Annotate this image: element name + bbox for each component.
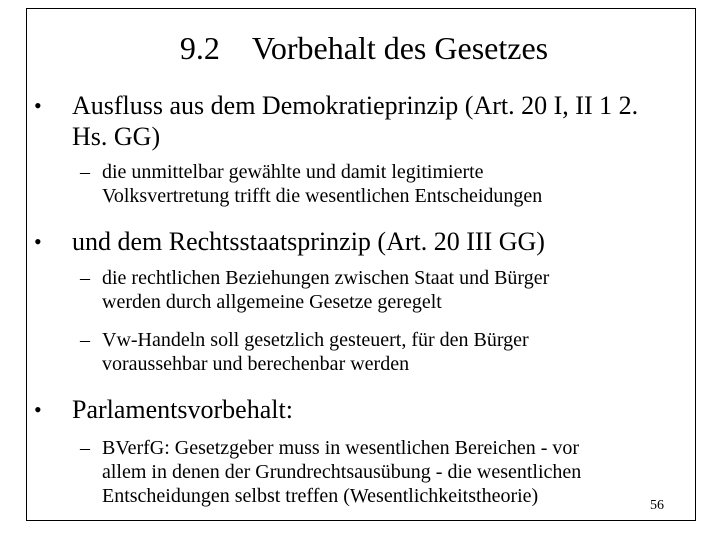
- bullet-marker: •: [34, 93, 42, 118]
- sub-line: allem in denen der Grundrechtsausübung - die wesentlichen: [102, 461, 582, 483]
- bullet-line: und dem Rechtsstaatsprinzip (Art. 20 III GG): [72, 227, 545, 256]
- bullet-line: Parlamentsvorbehalt:: [72, 395, 293, 424]
- bullet-line: Ausfluss aus dem Demokratieprinzip (Art. 20 I, II 1 2.: [72, 91, 639, 120]
- sub-text: [102, 266, 692, 314]
- slide-title: 9.2 Vorbehalt des Gesetzes: [179, 30, 549, 66]
- sub-line: Entscheidungen selbst treffen (Wesentlichkeitstheorie): [102, 485, 539, 507]
- bullet-marker: •: [34, 397, 42, 422]
- sub-line: voraussehbar und berechenbar werden: [102, 353, 410, 375]
- bullet-marker: •: [34, 229, 42, 254]
- dash-marker: –: [80, 437, 90, 459]
- sub-line: die unmittelbar gewählte und damit legitimierte: [102, 161, 484, 183]
- dash-marker: –: [80, 267, 90, 289]
- sub-line: werden durch allgemeine Gesetze geregelt: [102, 291, 442, 313]
- page-number: 56: [650, 498, 664, 513]
- sub-line: Volksvertretung trifft die wesentlichen Entscheidungen: [102, 185, 543, 207]
- dash-marker: –: [80, 329, 90, 351]
- sub-text: [102, 436, 692, 508]
- sub-text: [102, 328, 692, 376]
- bullet-text: [72, 394, 692, 425]
- sub-line: die rechtlichen Beziehungen zwischen Staat und Bürger: [102, 267, 550, 289]
- bullet-line: Hs. GG): [72, 122, 161, 151]
- sub-text: [102, 160, 692, 208]
- dash-marker: –: [80, 161, 90, 183]
- sub-line: BVerfG: Gesetzgeber muss in wesentlichen Bereichen - vor: [102, 437, 580, 459]
- sub-line: Vw-Handeln soll gesetzlich gesteuert, für den Bürger: [102, 329, 529, 351]
- bullet-text: [72, 90, 692, 152]
- bullet-text: [72, 226, 692, 257]
